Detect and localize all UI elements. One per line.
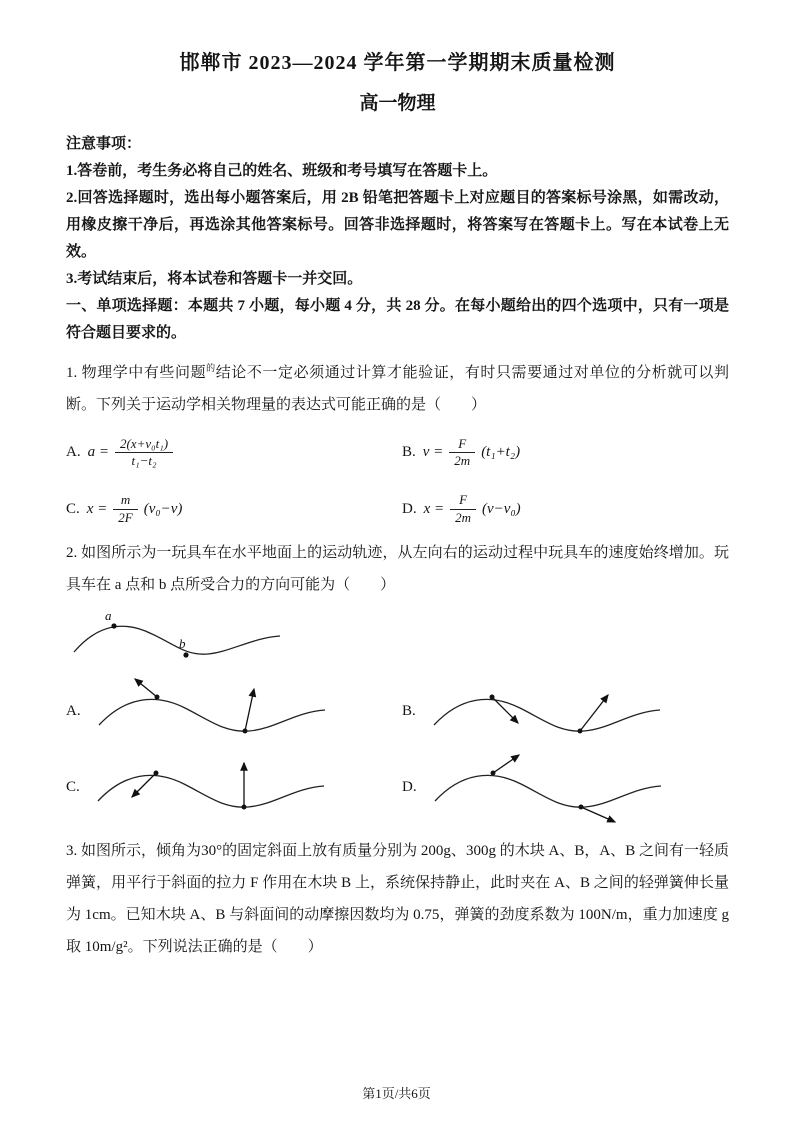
q1-option-b-label: B. — [402, 444, 416, 461]
q1-option-c-formula — [87, 492, 183, 527]
fraction — [449, 436, 475, 471]
q1-option-a-formula — [88, 436, 180, 471]
q1-option-a — [66, 436, 402, 471]
force-arrow — [492, 697, 518, 723]
page-number: 第1页/共6页 — [362, 1086, 431, 1101]
notice-item-3: 3.考试结束后，将本试卷和答题卡一并交回。 — [66, 271, 363, 287]
force-arrow — [135, 679, 157, 697]
q1-option-a-label: A. — [66, 444, 81, 461]
fraction-denominator: 2m — [449, 452, 475, 470]
trajectory-figure — [68, 608, 729, 673]
force-arrow — [245, 689, 254, 731]
fraction — [115, 436, 173, 471]
q2-option-c — [66, 751, 402, 825]
fraction-denominator: 2F — [113, 509, 137, 527]
q1-option-d-formula — [424, 492, 521, 527]
q1-option-c — [66, 492, 402, 527]
formula-tail: (t₁+t₂) — [481, 444, 521, 461]
question-3-stem: 3. 如图所示，倾角为30°的固定斜面上放有质量分别为 200g、300g 的木块 A、B，A、B 之间有一轻质弹簧，用平行于斜面的拉力 F 作用在木块 B 上，系统保持静止，此时夹在 A、B 之间的轻弹簧伸长量为 1cm。已知木块 A、B 与斜面间的动摩擦因数均为 0.75，弹簧的劲度系数为 100N/m，重力加速度 g 取 10m/g²。下列说法正确的是（ ） — [66, 842, 729, 956]
formula-lhs: x = — [423, 501, 445, 518]
q2-option-b-figure — [428, 675, 698, 749]
formula-tail: (v₀−v) — [143, 501, 183, 518]
question-1-stem-text-2: 结论不一定必须通过计算才能验证，有时只需要通过对单位的分析就可以判断。下列关于运动学相关物理量的表达式可能正确的是（ ） — [66, 365, 729, 414]
q1-option-d-label: D. — [402, 501, 417, 518]
question-1-stem-text: 1. 物理学中有些问题 — [66, 365, 207, 381]
q2-option-a-label: A. — [66, 703, 81, 720]
fraction — [450, 492, 476, 527]
q2-option-b-label: B. — [402, 703, 416, 720]
point-a-dot — [111, 623, 116, 628]
q2-option-a — [66, 675, 402, 749]
question-1-stem — [66, 357, 729, 422]
formula-lhs: x = — [86, 501, 108, 518]
notice-item-2: 2.回答选择题时，选出每小题答案后，用 2B 铅笔把答题卡上对应题目的答案标号涂黑，如需改动，用橡皮擦干净后，再选涂其他答案标号。回答非选择题时，将答案写在答题卡上。写在本试卷上无效。 — [66, 190, 729, 260]
question-1-stem-superscript: 的 — [206, 363, 216, 373]
fraction-numerator: F — [459, 492, 468, 508]
fraction-denominator: 2m — [450, 509, 476, 527]
formula-lhs: v = — [422, 444, 444, 461]
question-2-stem: 2. 如图所示为一玩具车在水平地面上的运动轨迹，从左向右的运动过程中玩具车的速度始终增加。玩具车在 a 点和 b 点所受合力的方向可能为（ ） — [66, 545, 729, 594]
notices-block — [66, 131, 729, 347]
point-b-dot — [183, 652, 188, 657]
q2-option-d-figure — [429, 751, 699, 825]
q2-option-c-label: C. — [66, 779, 80, 796]
q2-option-c-figure — [92, 751, 362, 825]
force-arrow — [493, 755, 519, 773]
fraction-denominator: t₁−t₂ — [115, 452, 173, 470]
force-arrow — [581, 807, 615, 822]
q2-option-d-label: D. — [402, 779, 417, 796]
notice-item-1: 1.答卷前，考生务必将自己的姓名、班级和考号填写在答题卡上。 — [66, 163, 498, 179]
page-subtitle: 高一物理 — [359, 93, 436, 114]
q2-option-a-figure — [93, 675, 363, 749]
question-2-options — [66, 675, 729, 825]
fraction-numerator: m — [120, 492, 131, 508]
fraction — [113, 492, 137, 527]
force-arrow — [580, 695, 608, 731]
notices-heading: 注意事项： — [66, 136, 142, 152]
q1-option-b-formula — [423, 436, 520, 471]
q1-option-d — [402, 492, 729, 527]
fraction-numerator: F — [458, 435, 467, 451]
q2-option-b — [402, 675, 729, 749]
point-b-label: b — [179, 635, 186, 651]
q2-option-d — [402, 751, 729, 825]
fraction-numerator: 2(x+v₀t₁) — [119, 435, 169, 451]
point-a-label: a — [105, 607, 112, 623]
section-heading: 一、单项选择题：本题共 7 小题，每小题 4 分，共 28 分。在每小题给出的四个选项中，只有一项是符合题目要求的。 — [66, 298, 729, 341]
q1-option-c-label: C. — [66, 501, 80, 518]
question-1-options — [66, 436, 729, 528]
q1-option-b — [402, 436, 729, 471]
formula-lhs: a = — [87, 444, 109, 461]
trajectory-curve — [68, 608, 303, 668]
formula-tail: (v−v₀) — [482, 501, 521, 518]
page-title: 邯郸市 2023—2024 学年第一学期期末质量检测 — [179, 52, 616, 74]
